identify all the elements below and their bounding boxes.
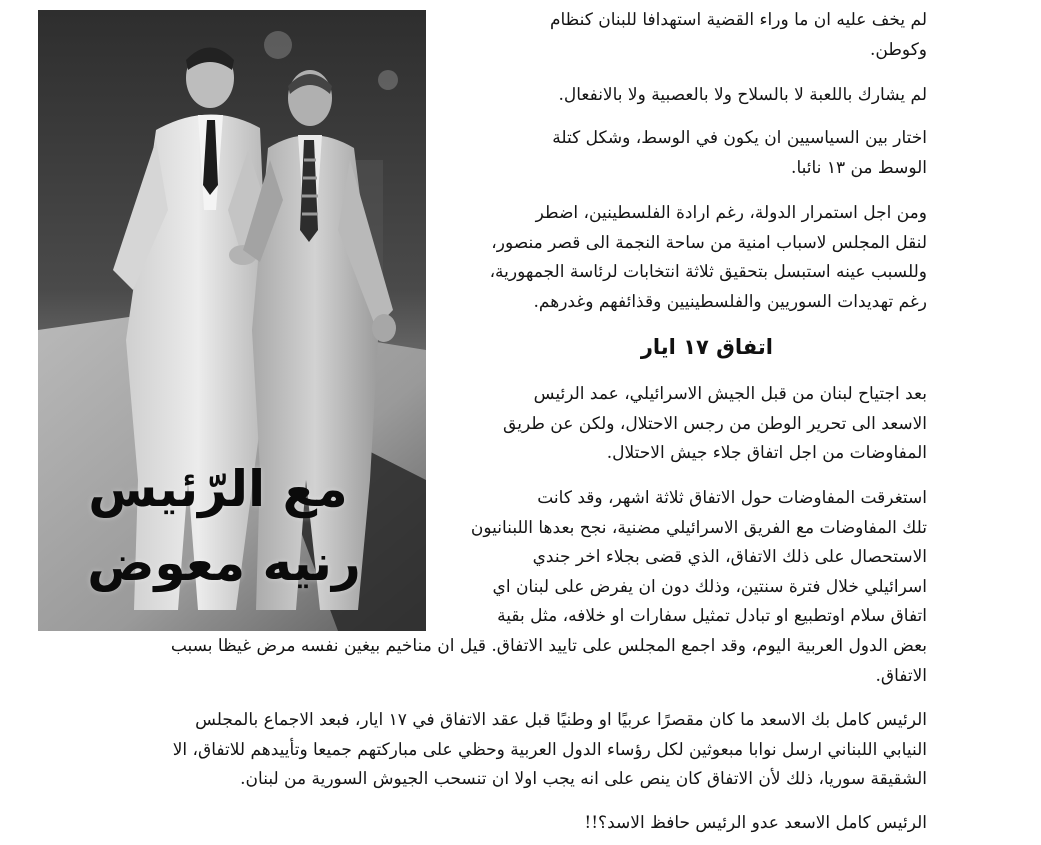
paragraph-line: الوسط من ١٣ نائبا. xyxy=(791,157,927,178)
paragraph-line: اختار بين السياسيين ان يكون في الوسط، وشكل كتلة xyxy=(552,128,927,148)
paragraph-line: لنقل المجلس لاسباب امنية من ساحة النجمة الى قصر منصور، xyxy=(491,232,927,253)
paragraph-4 xyxy=(439,199,927,317)
paragraph-2 xyxy=(439,81,927,111)
paragraph-line: لم يشارك باللعبة لا بالسلاح ولا بالعصبية ولا بالانفعال. xyxy=(558,85,927,105)
paragraph-6-continued xyxy=(121,632,927,691)
paragraph-line: بعد اجتياح لبنان من قبل الجيش الاسرائيلي، عمد الرئيس xyxy=(533,384,927,404)
paragraph-line: الرئيس كامل بك الاسعد ما كان مقصرًا عربيًا او وطنيًا قبل عقد الاتفاق في ١٧ ايار، فبعد الاجماع بالمجلس xyxy=(195,710,927,730)
paragraph-line: تلك المفاوضات مع الفريق الاسرائيلي مضنية، نجح بعدها اللبنانيون xyxy=(470,517,927,538)
paragraph-3 xyxy=(439,124,927,183)
paragraph-line: اتفاق سلام اوتطبيع او تبادل تمثيل سفارات او خلافه، مثل بقية xyxy=(497,606,927,626)
paragraph-line: النيابي اللبناني ارسل نوابا مبعوثين لكل رؤساء الدول العربية وحظي على مباركتهم جميعا وتأييدهم للاتفاق، الا xyxy=(172,739,927,760)
paragraph-line: بعض الدول العربية اليوم، وقد اجمع المجلس على تاييد الاتفاق. قيل ان مناخيم بيغين نفسه مرض غيظا بسبب xyxy=(170,636,927,656)
paragraph-7 xyxy=(121,706,927,795)
paragraph-1 xyxy=(439,6,927,65)
paragraph-line: وكوطن. xyxy=(870,39,927,60)
paragraph-6 xyxy=(439,484,927,632)
paragraph-line: اسرائيلي خلال فترة سنتين، وذلك دون ان يفرض على لبنان اي xyxy=(492,576,927,597)
paragraph-line: الرئيس كامل الاسعد عدو الرئيس حافظ الاسد؟!! xyxy=(584,813,927,833)
photo-caption-line1: مع الرّئيس xyxy=(88,460,348,518)
paragraph-line: الاتفاق. xyxy=(875,665,927,686)
paragraph-line: الاستحصال على ذلك الاتفاق، الذي قضى بجلاء اخر جندي xyxy=(532,547,927,567)
paragraph-line: رغم تهديدات السوريين والفلسطينيين وقذائفهم وغدرهم. xyxy=(533,291,927,312)
paragraph-line: ومن اجل استمرار الدولة، رغم ارادة الفلسطينين، اضطر xyxy=(535,203,927,223)
paragraph-line: لم يخف عليه ان ما وراء القضية استهدافا للبنان كنظام xyxy=(549,10,927,30)
paragraph-line: المفاوضات من اجل اتفاق جلاء جيش الاحتلال. xyxy=(606,443,927,463)
photo-caption-line2: رنيه معوض xyxy=(87,534,361,592)
section-heading: اتفاق ١٧ ايار xyxy=(640,335,773,359)
paragraph-line: استغرقت المفاوضات حول الاتفاق ثلاثة اشهر، وقد كانت xyxy=(537,488,927,508)
paragraph-line: الاسعد الى تحرير الوطن من رجس الاحتلال، ولكن عن طريق xyxy=(503,413,927,434)
paragraph-5 xyxy=(439,380,927,469)
paragraph-line: وللسبب عينه استبسل بتحقيق ثلاثة انتخابات لرئاسة الجمهورية، xyxy=(489,262,927,282)
paragraph-8 xyxy=(121,809,927,839)
paragraph-line: الشقيقة سوريا، ذلك لأن الاتفاق كان ينص على انه يجب اولا ان تنسحب الجيوش السورية من لبنان. xyxy=(240,769,927,789)
historic-photo xyxy=(38,10,426,631)
